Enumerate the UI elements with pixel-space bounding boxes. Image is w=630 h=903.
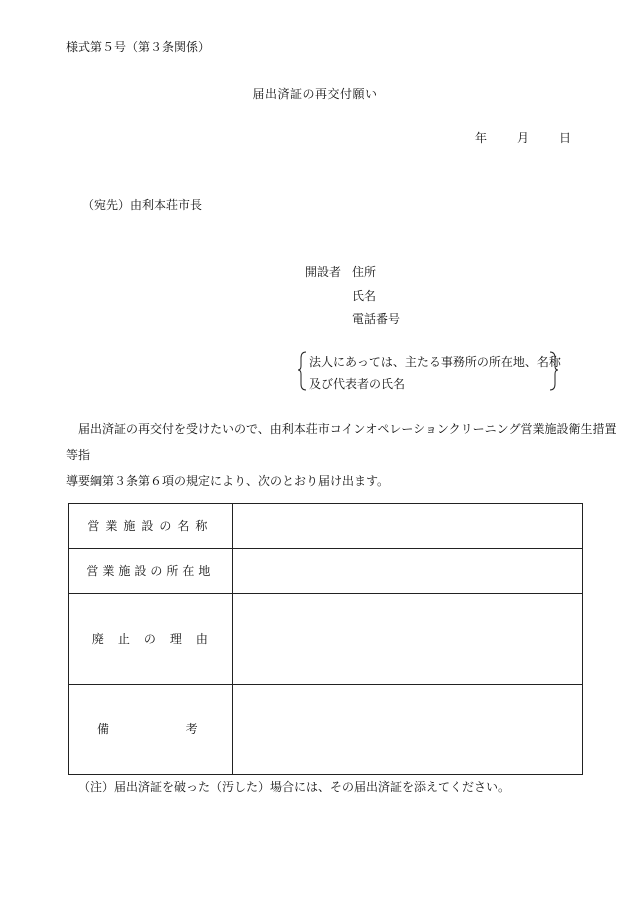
applicant-label: 開設者 xyxy=(305,265,342,279)
body-line-2: 導要綱第３条第６項の規定により、次のとおり届け出ます。 xyxy=(66,474,390,488)
addressee: （宛先）由利本荘市長 xyxy=(82,198,203,212)
date-year: 年 xyxy=(475,131,488,145)
remarks-field[interactable] xyxy=(232,685,582,775)
name-label: 氏名 xyxy=(352,289,377,303)
date-day: 日 xyxy=(559,131,572,145)
facility-location-label: 営業施設の所在地 xyxy=(69,549,233,594)
reason-label: 廃 止 の 理 由 xyxy=(69,594,233,685)
remarks-label xyxy=(69,685,233,775)
corporate-note-line-1: 法人にあっては、主たる事務所の所在地、名称 xyxy=(309,355,561,369)
document-title: 届出済証の再交付願い xyxy=(252,87,378,101)
remarks-char-1: 備 xyxy=(97,722,116,737)
facility-name-label: 営業施設の名称 xyxy=(69,504,233,549)
date-line xyxy=(475,131,571,145)
form-number: 様式第５号（第３条関係） xyxy=(66,40,211,54)
corporate-note xyxy=(298,350,561,392)
date-month: 月 xyxy=(517,131,530,145)
body-text xyxy=(66,416,626,494)
table-row xyxy=(69,504,583,549)
footnote: （注）届出済証を破った（汚した）場合には、その届出済証を添えてください。 xyxy=(78,780,511,794)
phone-label: 電話番号 xyxy=(352,312,401,326)
table-row xyxy=(69,549,583,594)
corporate-note-line-2: 及び代表者の氏名 xyxy=(309,377,406,391)
reason-field[interactable] xyxy=(232,594,582,685)
remarks-char-2: 考 xyxy=(185,722,204,737)
address-label: 住所 xyxy=(352,265,377,279)
facility-table xyxy=(68,503,583,775)
facility-location-field[interactable] xyxy=(232,549,582,594)
facility-name-field[interactable] xyxy=(232,504,582,549)
table-row xyxy=(69,685,583,775)
body-line-1: 届出済証の再交付を受けたいので、由利本荘市コインオペレーションクリーニング営業施設衛生措置等指 xyxy=(66,422,617,462)
table-row xyxy=(69,594,583,685)
